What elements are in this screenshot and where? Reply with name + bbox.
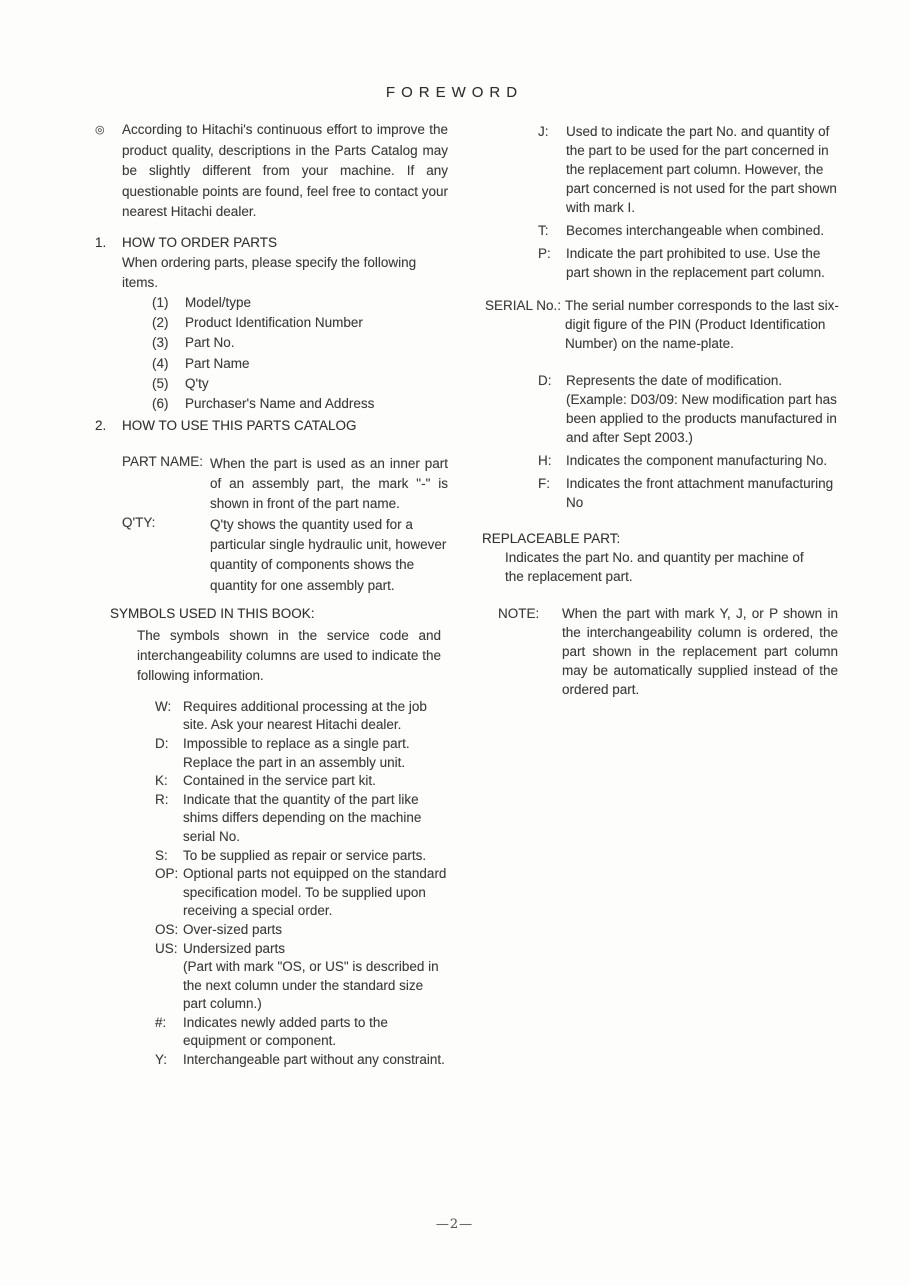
order-items-list xyxy=(152,293,451,414)
date-codes-list xyxy=(480,371,852,512)
symbol-description: Requires additional processing at the job site. Ask your nearest Hitachi dealer. xyxy=(183,698,427,733)
code-row xyxy=(480,474,852,512)
serial-number-definition xyxy=(480,296,852,353)
section2-heading xyxy=(95,416,451,437)
item-label: Q'ty xyxy=(185,375,209,391)
replaceable-part-heading: REPLACEABLE PART: xyxy=(482,531,621,546)
definition-description: Q'ty shows the quantity used for a particular single hydraulic unit, however quantity of components shows the quantity for one assembly part. xyxy=(210,516,447,593)
item-number: (6) xyxy=(152,396,169,412)
symbol-row xyxy=(155,921,451,940)
symbol-code: K: xyxy=(155,773,168,789)
code-description: Indicates the front attachment manufacturing No xyxy=(566,476,834,510)
definitions-list xyxy=(122,454,451,596)
symbol-description: Impossible to replace as a single part. Replace the part in an assembly unit. xyxy=(183,735,410,770)
definition-description: When the part is used as an inner part of an assembly part, the mark "-" is shown in front of the part name. xyxy=(210,455,448,512)
symbol-description: To be supplied as repair or service parts. xyxy=(183,847,427,863)
symbol-code: OS: xyxy=(155,921,179,937)
symbol-row xyxy=(155,735,451,772)
item-label: Part No. xyxy=(185,335,235,351)
code-description: Used to indicate the part No. and quantity of the part to be used for the part concerned in the replacement part column. However, the part concerned is not used for the part shown with mark I. xyxy=(566,124,837,215)
symbol-description: Optional parts not equipped on the standard specification model. To be supplied upon receiving a special order. xyxy=(183,866,447,919)
symbol-code: W: xyxy=(155,698,172,714)
page-title: FOREWORD xyxy=(385,84,524,101)
code-label: P: xyxy=(538,246,551,261)
list-item xyxy=(152,333,451,353)
symbol-description: (Part with mark "OS, or US" is described in the next column under the standard size part column.) xyxy=(183,959,439,1012)
symbol-row xyxy=(155,1051,451,1070)
section1-heading xyxy=(95,233,451,254)
section-number: 2. xyxy=(95,418,107,434)
symbol-code: OP: xyxy=(155,866,179,882)
serial-description: The serial number corresponds to the last six-digit figure of the PIN (Product Identification Number) on the name-plate. xyxy=(565,298,839,351)
list-item xyxy=(152,394,451,414)
symbol-code: S: xyxy=(155,847,168,863)
serial-term: SERIAL No.: xyxy=(485,298,562,313)
symbol-row xyxy=(155,1014,451,1051)
symbol-description: Indicates newly added parts to the equipment or component. xyxy=(183,1014,388,1049)
replaceable-part-section xyxy=(480,529,852,586)
section-number: 1. xyxy=(95,234,107,250)
definition-term: Q'TY: xyxy=(122,514,156,530)
right-column xyxy=(480,122,852,699)
symbol-row xyxy=(155,847,451,866)
code-row xyxy=(480,221,852,240)
symbol-description: Contained in the service part kit. xyxy=(183,773,376,789)
code-row xyxy=(480,451,852,470)
code-label: T: xyxy=(538,223,549,238)
section-title: HOW TO USE THIS PARTS CATALOG xyxy=(122,418,357,434)
note-section xyxy=(480,604,852,699)
code-label: D: xyxy=(538,373,552,388)
symbols-list xyxy=(155,698,451,1070)
item-label: Part Name xyxy=(185,355,250,371)
symbol-row xyxy=(155,940,451,959)
list-item xyxy=(152,293,451,313)
symbol-row xyxy=(155,865,451,921)
code-description: Indicates the component manufacturing No. xyxy=(566,453,828,468)
item-label: Model/type xyxy=(185,295,252,310)
code-row xyxy=(480,371,852,447)
note-label: NOTE: xyxy=(498,606,540,621)
item-label: Product Identification Number xyxy=(185,315,363,331)
section1-lead: When ordering parts, please specify the following items. xyxy=(122,255,417,290)
symbol-code: R: xyxy=(155,791,169,807)
double-circle-icon: ◎ xyxy=(95,124,105,136)
symbols-heading: SYMBOLS USED IN THIS BOOK: xyxy=(110,605,315,621)
list-item xyxy=(152,313,451,333)
symbol-code xyxy=(155,958,183,1014)
symbols-lead: The symbols shown in the service code and interchangeability columns are used to indicate the following information. xyxy=(137,627,441,683)
code-description: Becomes interchangeable when combined. xyxy=(566,223,825,238)
replaceable-part-description: Indicates the part No. and quantity per machine of the replacement part. xyxy=(505,550,804,584)
symbol-code: Y: xyxy=(155,1052,168,1068)
item-number: (3) xyxy=(152,335,169,351)
symbol-description: Interchangeable part without any constraint. xyxy=(183,1052,445,1068)
item-label: Purchaser's Name and Address xyxy=(185,396,375,412)
note-description: When the part with mark Y, J, or P shown in the interchangeability column is ordered, the part shown in the replacement part column may be automatically supplied instead of the ordered part. xyxy=(562,606,838,697)
page-number: —2— xyxy=(435,1217,474,1232)
symbol-row xyxy=(155,791,451,847)
symbol-code: #: xyxy=(155,1014,167,1030)
definition-row xyxy=(122,454,451,515)
list-item xyxy=(152,374,451,394)
intro-text: According to Hitachi's continuous effort to improve the product quality, descriptions in the Parts Catalog may be slightly different from your machine. If any questionable points are found, feel free to contact your nearest Hitachi dealer. xyxy=(122,122,448,219)
left-column xyxy=(95,120,451,1070)
code-description: Indicate the part prohibited to use. Use the part shown in the replacement part column. xyxy=(566,246,825,280)
item-number: (2) xyxy=(152,315,169,331)
item-number: (5) xyxy=(152,375,169,391)
definition-term: PART NAME: xyxy=(122,453,204,469)
intro-paragraph xyxy=(95,120,451,223)
code-row xyxy=(480,244,852,282)
symbol-description: Indicate that the quantity of the part like shims differs depending on the machine serial No. xyxy=(183,791,422,844)
symbol-description: Over-sized parts xyxy=(183,921,283,937)
code-label: J: xyxy=(538,124,549,139)
symbol-code: US: xyxy=(155,940,178,956)
item-number: (4) xyxy=(152,355,169,371)
code-description: Represents the date of modification. (Example: D03/09: New modification part has been applied to the products manufactured in and after Sept 2003.) xyxy=(566,373,837,445)
list-item xyxy=(152,354,451,374)
item-number: (1) xyxy=(152,295,169,310)
symbol-description: Undersized parts xyxy=(183,940,286,956)
symbol-code: D: xyxy=(155,735,169,751)
symbol-row xyxy=(155,772,451,791)
service-codes-list xyxy=(480,122,852,282)
section-title: HOW TO ORDER PARTS xyxy=(122,234,278,250)
code-row xyxy=(480,122,852,217)
code-label: F: xyxy=(538,476,550,491)
code-label: H: xyxy=(538,453,552,468)
definition-row xyxy=(122,515,451,596)
symbol-row xyxy=(155,698,451,735)
symbol-row-continuation xyxy=(155,958,451,1014)
